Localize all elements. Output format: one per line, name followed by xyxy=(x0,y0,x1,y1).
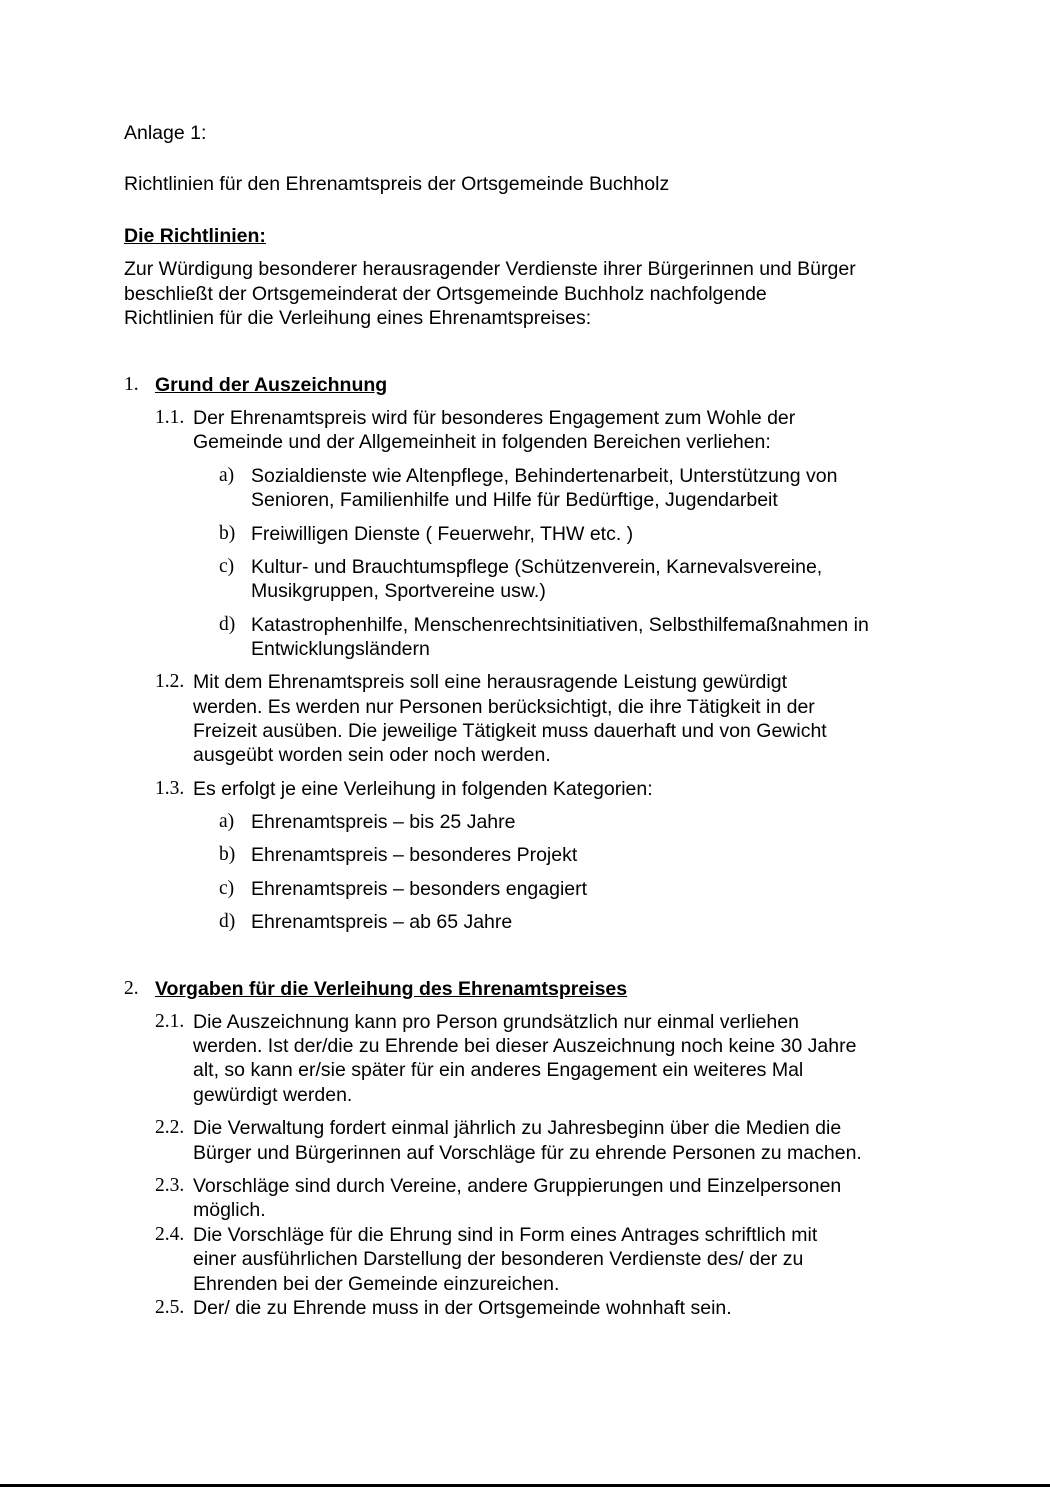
item-text-line: Der/ die zu Ehrende muss in der Ortsgemeinde wohnhaft sein. xyxy=(193,1297,732,1319)
item-text-line: einer ausführlichen Darstellung der besonderen Verdienste des/ der zu xyxy=(193,1248,804,1270)
subitem-letter: b) xyxy=(219,844,236,865)
section-title: Grund der Auszeichnung xyxy=(155,374,388,396)
item-number: 2.5. xyxy=(155,1297,185,1318)
subitem-text-line: Katastrophenhilfe, Menschenrechtsinitiativen, Selbsthilfemaßnahmen in xyxy=(251,614,869,636)
subitem-text-line: Ehrenamtspreis – besonders engagiert xyxy=(251,878,588,900)
section-heading: Die Richtlinien: xyxy=(124,225,266,247)
subitem-text-line: Ehrenamtspreis – ab 65 Jahre xyxy=(251,911,513,933)
item-text-line: Die Auszeichnung kann pro Person grundsätzlich nur einmal verliehen xyxy=(193,1011,799,1033)
subitem-letter: b) xyxy=(219,523,236,544)
section-title: Vorgaben für die Verleihung des Ehrenamtspreises xyxy=(155,978,628,1000)
item-text-line: Ehrenden bei der Gemeinde einzureichen. xyxy=(193,1273,560,1295)
intro-line: Zur Würdigung besonderer herausragender Verdienste ihrer Bürgerinnen und Bürger xyxy=(124,258,856,280)
subitem-text-line: Entwicklungsländern xyxy=(251,638,430,660)
attachment-label: Anlage 1: xyxy=(124,122,207,144)
item-text-line: werden. Ist der/die zu Ehrende bei dieser Auszeichnung noch keine 30 Jahre xyxy=(193,1035,857,1057)
item-number: 2.4. xyxy=(155,1224,185,1245)
subitem-letter: a) xyxy=(219,465,235,486)
item-text-line: Es erfolgt je eine Verleihung in folgenden Kategorien: xyxy=(193,778,653,800)
section-number: 2. xyxy=(124,978,139,999)
subitem-text-line: Kultur- und Brauchtumspflege (Schützenverein, Karnevalsvereine, xyxy=(251,556,823,578)
item-text-line: ausgeübt worden sein oder noch werden. xyxy=(193,744,551,766)
section-number: 1. xyxy=(124,374,139,395)
item-text-line: Die Vorschläge für die Ehrung sind in Form eines Antrages schriftlich mit xyxy=(193,1224,818,1246)
item-number: 2.3. xyxy=(155,1175,185,1196)
item-number: 2.1. xyxy=(155,1011,185,1032)
subitem-text-line: Freiwilligen Dienste ( Feuerwehr, THW etc. ) xyxy=(251,523,634,545)
document-title: Richtlinien für den Ehrenamtspreis der Ortsgemeinde Buchholz xyxy=(124,173,670,195)
subitem-letter: d) xyxy=(219,614,236,635)
subitem-text-line: Ehrenamtspreis – bis 25 Jahre xyxy=(251,811,516,833)
intro-line: Richtlinien für die Verleihung eines Ehrenamtspreises: xyxy=(124,307,592,329)
item-text-line: Freizeit ausüben. Die jeweilige Tätigkeit muss dauerhaft und von Gewicht xyxy=(193,720,827,742)
subitem-text-line: Ehrenamtspreis – besonderes Projekt xyxy=(251,844,578,866)
item-number: 1.3. xyxy=(155,778,185,799)
item-text-line: Die Verwaltung fordert einmal jährlich zu Jahresbeginn über die Medien die xyxy=(193,1117,842,1139)
item-text-line: Vorschläge sind durch Vereine, andere Gruppierungen und Einzelpersonen xyxy=(193,1175,842,1197)
item-text-line: möglich. xyxy=(193,1199,266,1221)
subitem-letter: c) xyxy=(219,878,235,899)
item-text-line: Bürger und Bürgerinnen auf Vorschläge für zu ehrende Personen zu machen. xyxy=(193,1142,862,1164)
item-text-line: Der Ehrenamtspreis wird für besonderes Engagement zum Wohle der xyxy=(193,407,796,429)
item-number: 1.1. xyxy=(155,407,185,428)
item-text-line: Mit dem Ehrenamtspreis soll eine herausragende Leistung gewürdigt xyxy=(193,671,787,693)
subitem-text-line: Sozialdienste wie Altenpflege, Behindertenarbeit, Unterstützung von xyxy=(251,465,838,487)
item-text-line: alt, so kann er/sie später für ein anderes Engagement ein weiteres Mal xyxy=(193,1059,804,1081)
subitem-text-line: Senioren, Familienhilfe und Hilfe für Bedürftige, Jugendarbeit xyxy=(251,489,778,511)
subitem-text-line: Musikgruppen, Sportvereine usw.) xyxy=(251,580,546,602)
page-bottom-border xyxy=(0,1484,1050,1487)
item-text-line: gewürdigt werden. xyxy=(193,1084,353,1106)
item-number: 2.2. xyxy=(155,1117,185,1138)
item-number: 1.2. xyxy=(155,671,185,692)
subitem-letter: a) xyxy=(219,811,235,832)
item-text-line: werden. Es werden nur Personen berücksichtigt, die ihre Tätigkeit in der xyxy=(193,696,815,718)
intro-line: beschließt der Ortsgemeinderat der Ortsgemeinde Buchholz nachfolgende xyxy=(124,283,767,305)
subitem-letter: d) xyxy=(219,911,236,932)
subitem-letter: c) xyxy=(219,556,235,577)
item-text-line: Gemeinde und der Allgemeinheit in folgenden Bereichen verliehen: xyxy=(193,431,771,453)
